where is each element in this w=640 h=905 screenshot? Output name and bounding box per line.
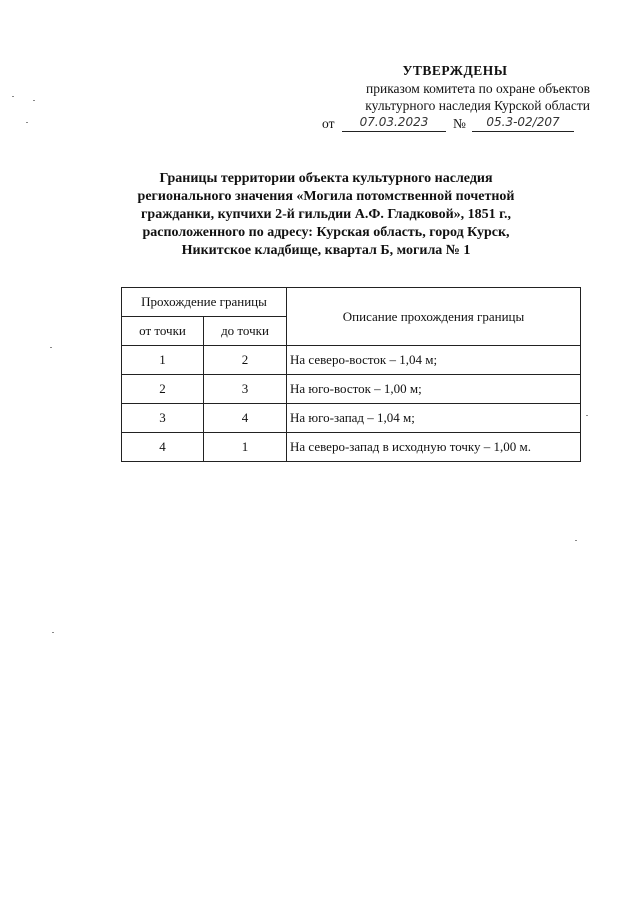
table-row — [122, 375, 581, 404]
to-header: до точки — [204, 317, 287, 346]
order-from-label: от — [322, 116, 335, 131]
scan-speck — [33, 100, 35, 101]
from-point: 4 — [122, 433, 204, 462]
table-row — [122, 404, 581, 433]
to-point: 2 — [204, 346, 287, 375]
table-header-row — [122, 288, 581, 317]
scan-speck — [12, 96, 14, 97]
from-header: от точки — [122, 317, 204, 346]
from-point: 3 — [122, 404, 204, 433]
scan-speck — [26, 122, 28, 123]
title-line: регионального значения «Могила потомственной почетной — [137, 189, 515, 204]
title-line: Никитское кладбище, квартал Б, могила № 1 — [181, 243, 471, 258]
desc-header: Описание прохождения границы — [287, 288, 581, 346]
boundary-table — [121, 287, 581, 462]
scan-speck — [52, 632, 54, 633]
approval-block — [320, 62, 590, 134]
boundary-description: На северо-восток – 1,04 м; — [287, 346, 581, 375]
title-line: Границы территории объекта культурного наследия — [159, 171, 493, 186]
approval-order-line — [320, 114, 590, 134]
table-row — [122, 346, 581, 375]
table-row — [122, 433, 581, 462]
boundary-description: На юго-восток – 1,00 м; — [287, 375, 581, 404]
boundary-description: На юго-запад – 1,04 м; — [287, 404, 581, 433]
document-title — [112, 170, 540, 260]
scan-speck — [575, 540, 577, 541]
boundary-description: На северо-запад в исходную точку – 1,00 м. — [287, 433, 581, 462]
order-number-label: № — [453, 116, 466, 131]
from-point: 2 — [122, 375, 204, 404]
scan-speck — [586, 415, 588, 416]
approval-heading: УТВЕРЖДЕНЫ — [402, 63, 508, 78]
order-date: 07.03.2023 — [342, 114, 446, 132]
to-point: 3 — [204, 375, 287, 404]
scan-speck — [50, 347, 52, 348]
approval-line-2: культурного наследия Курской области — [365, 98, 590, 113]
to-point: 4 — [204, 404, 287, 433]
to-point: 1 — [204, 433, 287, 462]
from-point: 1 — [122, 346, 204, 375]
group-header: Прохождение границы — [122, 288, 287, 317]
order-number: 05.3-02/207 — [472, 114, 574, 132]
approval-line-1: приказом комитета по охране объектов — [366, 81, 590, 96]
title-line: расположенного по адресу: Курская область, город Курск, — [142, 225, 510, 240]
title-line: гражданки, купчихи 2-й гильдии А.Ф. Гладковой», 1851 г., — [141, 207, 511, 222]
